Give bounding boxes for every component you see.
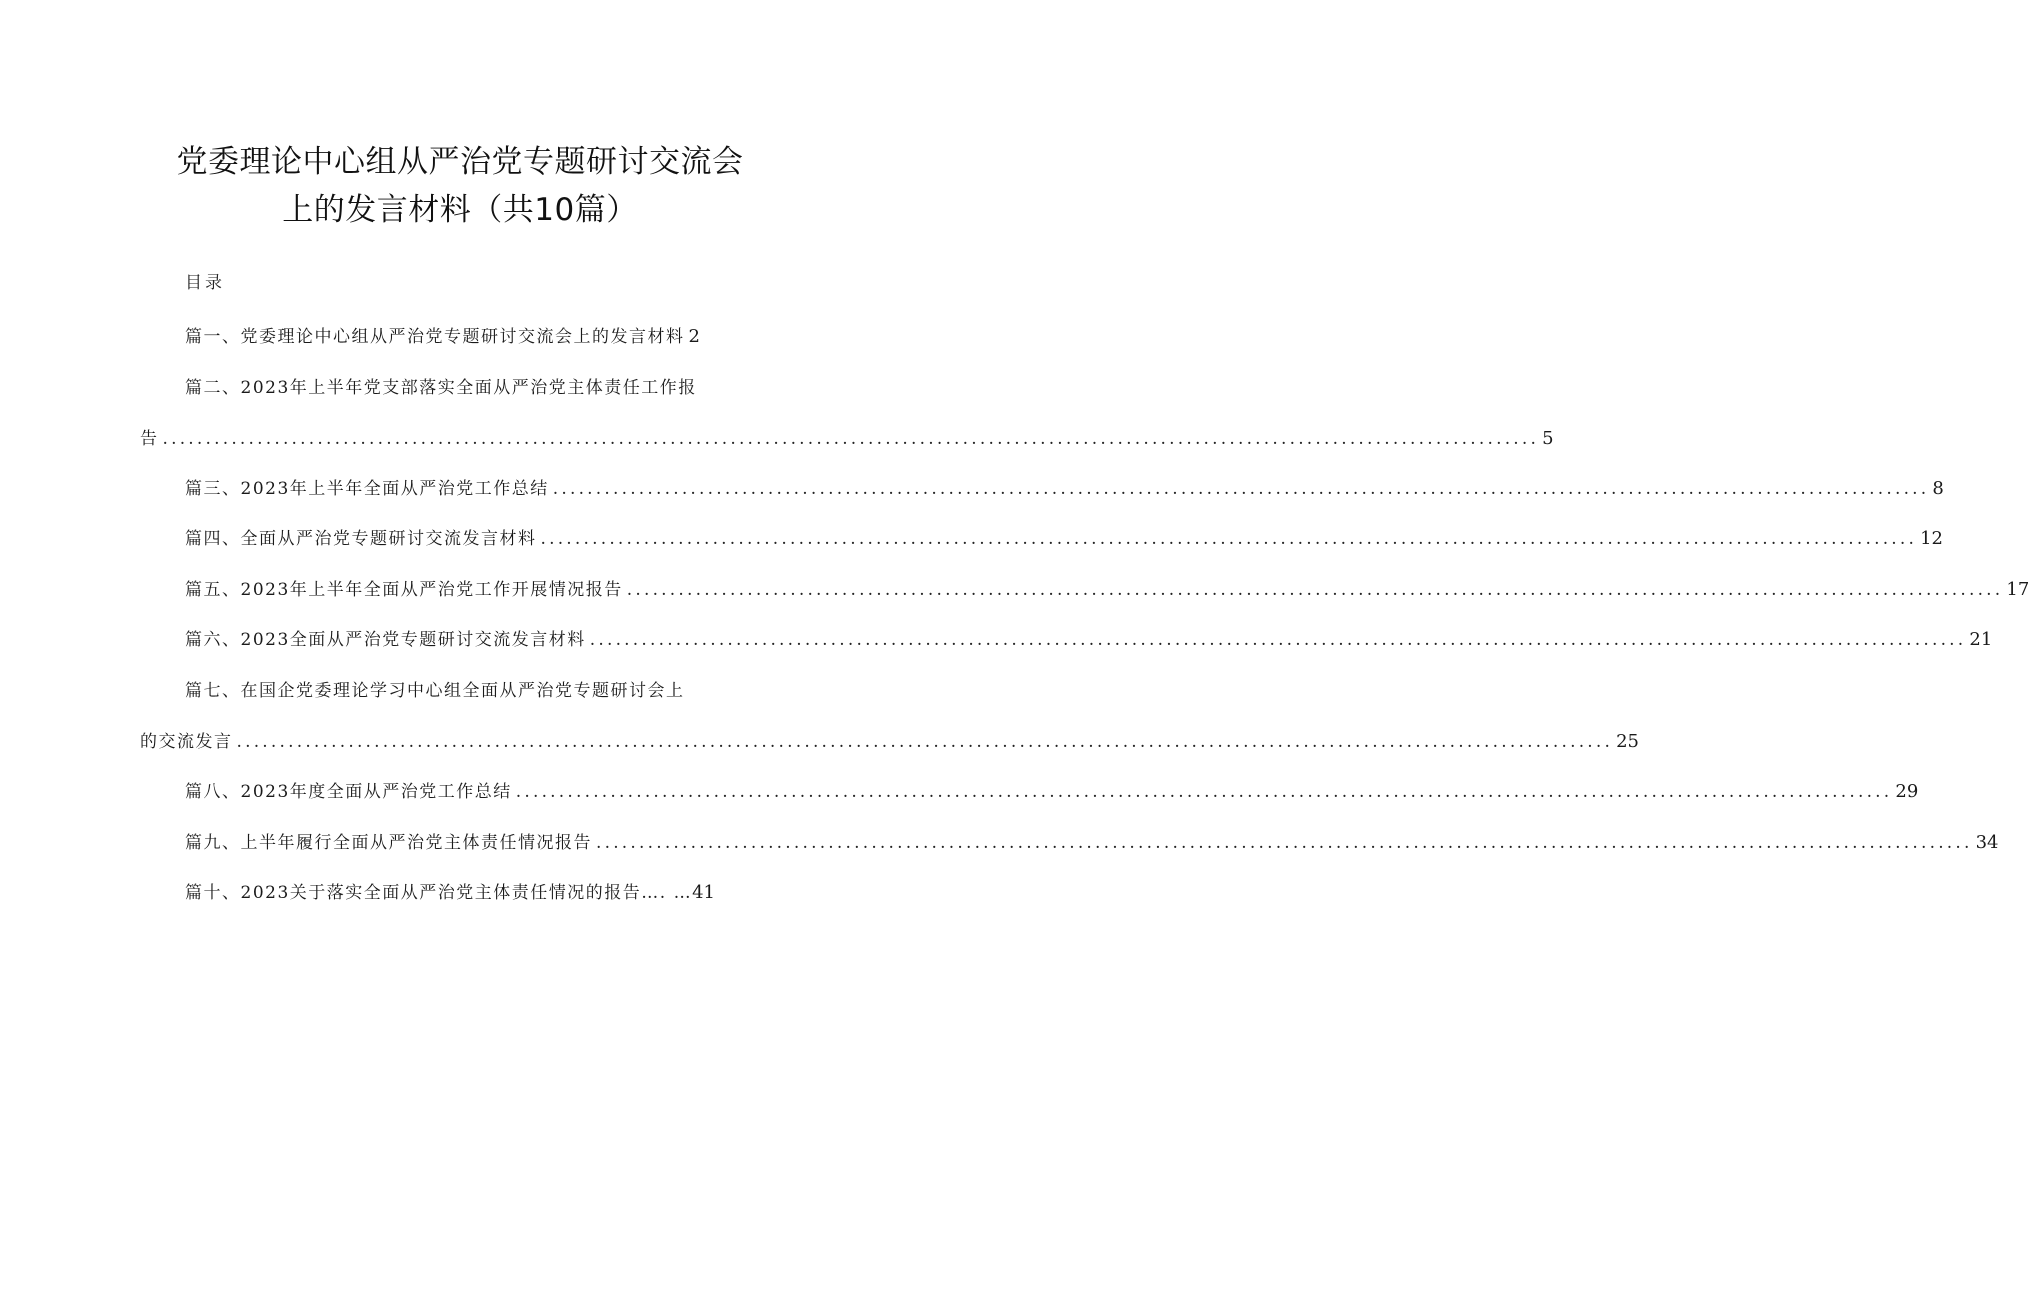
toc-entry-4[interactable] [185,524,1944,549]
toc-entry-page: 12 [1920,528,1944,549]
toc-entry-7-line1[interactable]: 篇七、在国企党委理论学习中心组全面从严治党专题研讨会上 [185,681,685,701]
toc-entry-page: 29 [1895,781,1919,802]
toc-entry-9[interactable] [185,828,1999,853]
toc-heading: 目录 [185,273,225,293]
toc-entry-page: 41 [692,882,715,903]
toc-entry-page: 8 [1932,478,1944,499]
toc-entry-10[interactable] [185,878,777,902]
toc-entry-page: 21 [1969,629,1993,650]
toc-entry-2-line1[interactable]: 篇二、2023年上半年党支部落实全面从严治党主体责任工作报 [185,378,697,398]
toc-leader-dots: ................................................................................................................................................................ [515,782,1893,802]
toc-entry-page: 34 [1975,832,1999,853]
toc-leader-dots: ................................................................................................................................................................ [162,429,1540,449]
toc-entry-text: 篇八、2023年度全面从严治党工作总结 [185,782,512,802]
toc-leader-dots: ................................................................................................................................................................ [596,833,1973,853]
toc-entry-text: 篇十、2023关于落实全面从严治党主体责任情况的报告 [185,883,642,903]
toc-entry-1[interactable] [185,322,777,346]
toc-leader-dots: ................................................................................................................................................................ [589,630,1967,650]
toc-entry-page: 17 [2006,579,2029,600]
toc-leader-dots: ................................................................................................................................................................ [540,529,1918,549]
toc-entry-page: 5 [1542,428,1554,449]
toc-leader-dots: ................................................................................................................................................................ [552,479,1930,499]
toc-entry-text: 篇四、全面从严治党专题研讨交流发言材料 [185,529,537,549]
toc-entry-5[interactable] [185,575,2029,600]
toc-entry-page: 2 [688,326,700,347]
toc-entry-2[interactable] [140,424,1554,449]
document-title [0,138,920,234]
toc-entry-7[interactable] [140,727,1640,752]
toc-entry-text: 告 [140,429,159,449]
toc-entry-text: 篇一、党委理论中心组从严治党专题研讨交流会上的发言材料 [185,327,685,347]
toc-leader-dots: ................................................................................................................................................................ [626,580,2004,600]
toc-leader-dots: ................................................................................................................................................................ [236,732,1614,752]
toc-entry-page: 25 [1616,731,1640,752]
toc-entry-8[interactable] [185,777,1919,802]
toc-entry-text: 篇三、2023年上半年全面从严治党工作总结 [185,479,549,499]
toc-entry-3[interactable] [185,474,1944,499]
title-line-1: 党委理论中心组从严治党专题研讨交流会 [176,144,744,180]
toc-entry-text: 篇五、2023年上半年全面从严治党工作开展情况报告 [185,580,623,600]
toc-entry-suffix: …. … [641,883,693,903]
toc-entry-6[interactable] [185,625,1993,650]
toc-entry-text: 的交流发言 [140,732,233,752]
title-line-2: 上的发言材料（共10篇） [282,192,638,228]
toc-entry-text: 篇九、上半年履行全面从严治党主体责任情况报告 [185,833,592,853]
toc-entry-text: 篇六、2023全面从严治党专题研讨交流发言材料 [185,630,586,650]
